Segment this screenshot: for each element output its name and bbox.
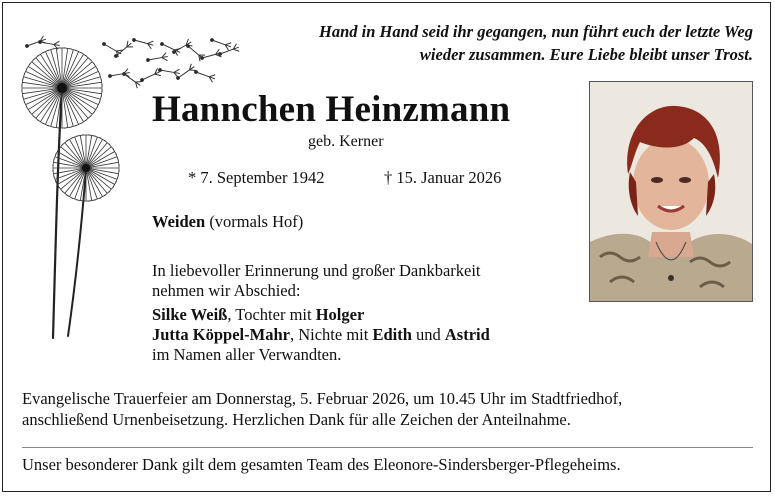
dandelion-illustration <box>12 30 242 350</box>
portrait-photo <box>589 81 753 302</box>
motto-line-2: wieder zusammen. Eure Liebe bleibt unser Trost. <box>419 45 753 64</box>
mourner-partner: Holger <box>315 305 365 324</box>
farewell-line-1: In liebevoller Erinnerung und großer Dankbarkeit <box>152 261 481 280</box>
service-line-1: Evangelische Trauerfeier am Donnerstag, 5. Februar 2026, um 10.45 Uhr im Stadtfriedhof, <box>22 389 623 408</box>
deceased-name: Hannchen Heinzmann <box>152 89 511 130</box>
farewell-text <box>152 261 552 301</box>
residence-town: Weiden <box>152 212 206 231</box>
mourner-row <box>152 305 582 325</box>
farewell-line-2: nehmen wir Abschied: <box>152 281 301 300</box>
motto-verse <box>193 20 753 66</box>
motto-line-1: Hand in Hand seid ihr gegangen, nun führt euch der letzte Weg <box>319 22 753 41</box>
mourner-partner: Astrid <box>444 325 490 344</box>
mourner-name: Jutta Köppel-Mahr <box>152 325 290 344</box>
mourner-row <box>152 325 582 345</box>
residence <box>152 212 303 232</box>
mourner-partner: Edith <box>372 325 412 344</box>
mourners-list <box>152 305 582 365</box>
divider <box>22 447 753 448</box>
residence-note: (vormals Hof) <box>209 212 304 231</box>
mourner-name: Silke Weiß <box>152 305 228 324</box>
mourner-conjunction: und <box>411 325 445 344</box>
service-line-2: anschließend Urnenbeisetzung. Herzlichen Dank für alle Zeichen der Anteilnahme. <box>22 410 571 429</box>
mourner-relation: , Nichte mit <box>289 325 373 344</box>
birth-date: * 7. September 1942 <box>188 168 325 187</box>
death-date: † 15. Januar 2026 <box>384 168 502 187</box>
mourner-relation: , Tochter mit <box>227 305 316 324</box>
mourners-closing: im Namen aller Verwandten. <box>152 345 342 364</box>
special-thanks: Unser besonderer Dank gilt dem gesamten Team des Eleonore-Sindersberger-Pflegeheims. <box>22 455 621 474</box>
service-info <box>22 388 752 430</box>
maiden-name: geb. Kerner <box>308 133 384 150</box>
